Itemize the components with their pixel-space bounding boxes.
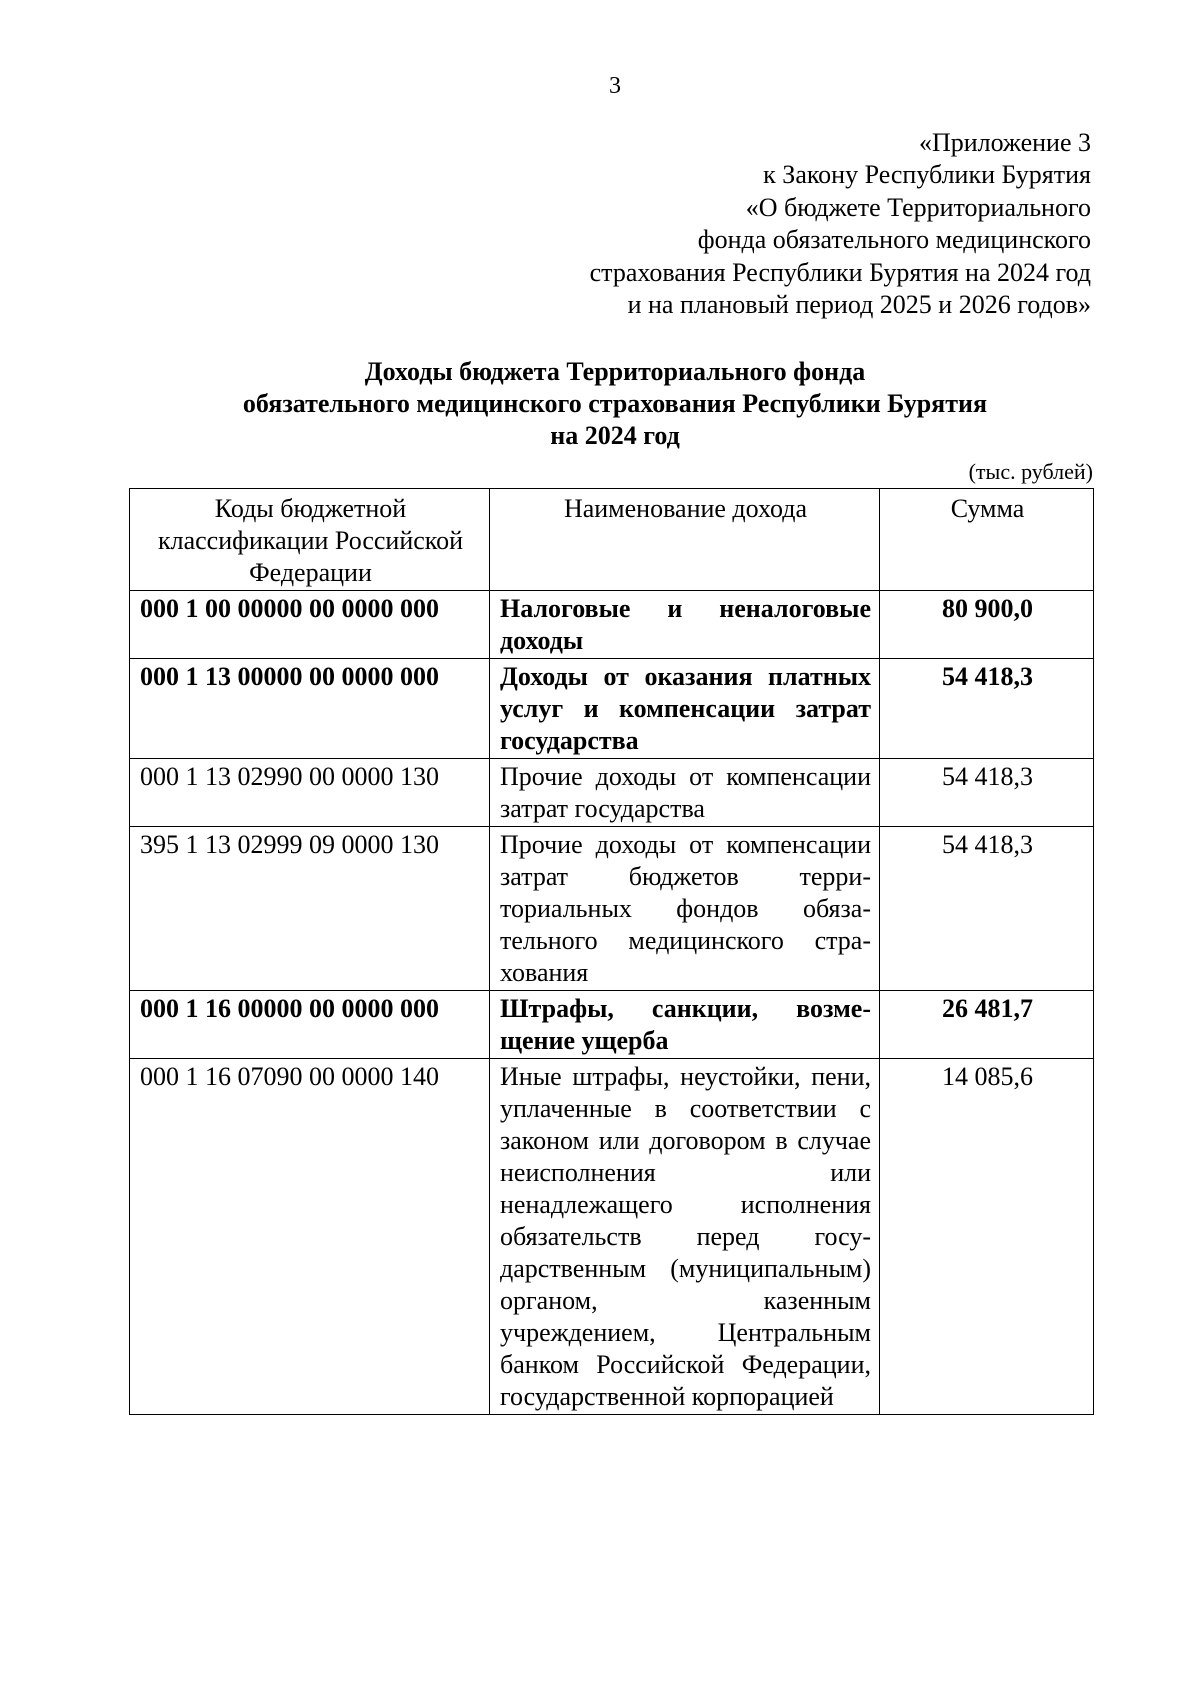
appendix-line: и на плановый период 2025 и 2026 годов» [627, 290, 1091, 320]
row-code: 000 1 00 00000 00 0000 000 [130, 591, 490, 659]
appendix-line: фонда обязательного медицинского [697, 225, 1091, 255]
page-number: 3 [609, 73, 621, 99]
table-row [130, 591, 1094, 659]
document-title [0, 356, 1200, 452]
row-code: 395 1 13 02999 09 0000 130 [130, 827, 490, 991]
header-name: Наименование дохода [490, 489, 880, 591]
row-name: Штрафы, санкции, возмещение ущерба [490, 991, 880, 1059]
header-code: Коды бюджетной классификации Российской Федерации [130, 489, 490, 591]
units-label: (тыс. рублей) [968, 459, 1093, 484]
row-name: Прочие доходы от компенсации затрат бюджетов территориальных фондов обязательного медицинского страхования [490, 827, 880, 991]
appendix-reference [590, 127, 1091, 321]
title-line: на 2024 год [550, 421, 680, 450]
title-line: обязательного медицинского страхования Республики Бурятия [242, 389, 988, 418]
row-amount: 54 418,3 [880, 827, 1094, 991]
row-name: Прочие доходы от компенсации затрат государства [490, 759, 880, 827]
table-row [130, 991, 1094, 1059]
table-row [130, 827, 1094, 991]
header-amount: Сумма [880, 489, 1094, 591]
row-amount: 54 418,3 [880, 659, 1094, 759]
row-name: Налоговые и неналоговые доходы [490, 591, 880, 659]
appendix-line: «Приложение 3 [918, 128, 1091, 157]
table-row [130, 1059, 1094, 1415]
row-code: 000 1 13 02990 00 0000 130 [130, 759, 490, 827]
row-amount: 26 481,7 [880, 991, 1094, 1059]
row-name: Доходы от оказания платных услуг и компенсации затрат государства [490, 659, 880, 759]
table-row [130, 659, 1094, 759]
row-code: 000 1 16 07090 00 0000 140 [130, 1059, 490, 1415]
row-amount: 14 085,6 [880, 1059, 1094, 1415]
row-code: 000 1 13 00000 00 0000 000 [130, 659, 490, 759]
table-header-row [130, 489, 1094, 591]
appendix-line: к Закону Республики Бурятия [763, 160, 1091, 190]
table-row [130, 759, 1094, 827]
row-code: 000 1 16 00000 00 0000 000 [130, 991, 490, 1059]
appendix-line: страхования Республики Бурятия на 2024 год [589, 257, 1091, 287]
row-amount: 80 900,0 [880, 591, 1094, 659]
row-amount: 54 418,3 [880, 759, 1094, 827]
revenue-table [129, 488, 1094, 1415]
title-line: Доходы бюджета Территориального фонда [364, 357, 866, 386]
appendix-line: «О бюджете Территориального [745, 192, 1091, 222]
row-name: Иные штрафы, неустойки, пени, уплаченные в соответствии с законом или договором в случае неисполнения или ненадлежащего исполнения обязательств перед государственным (муниципальным) органом, казенным учреждением, Центральным банком Российской Федерации, государственной корпорацией [490, 1059, 880, 1415]
